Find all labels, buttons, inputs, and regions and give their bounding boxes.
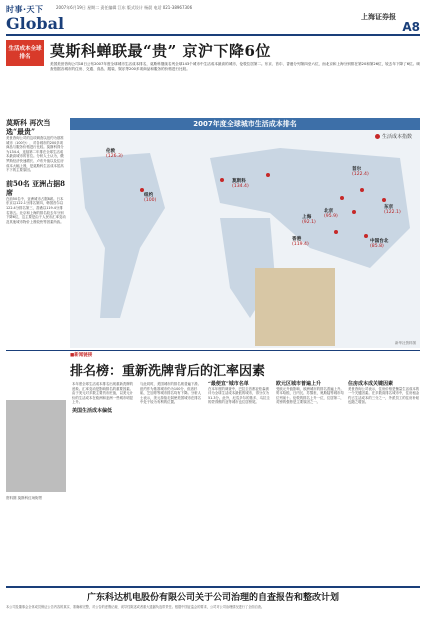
city-label-hongkong: 香港 (119.4) <box>292 237 309 247</box>
city-label-seoul: 首尔 (122.4) <box>352 167 369 177</box>
announcement-title: 广东科达机电股份有限公司关于公司治理的自查报告和整改计划 <box>86 593 339 603</box>
bottom-announcement <box>6 586 420 618</box>
second-kicker: ■新闻链接 <box>70 353 93 358</box>
left-body-2: 在前50名中，亚洲城市占据8席。日本东京以122.1分排名第四，韩国首尔以122.4分排名第三，香港以119.4分排名第五。北京和上海的排名较去年分别下降6位，这主要是由于人民币汇率变动及其他城市物价上涨较快等因素所致。 <box>6 196 66 224</box>
section-divider <box>6 350 420 351</box>
col5-subhead: 住房成本成关键因素 <box>348 381 394 387</box>
section-title: Global <box>6 14 65 33</box>
col4-body: 受欧元升值影响，欧洲城市的排名普遍上升。哥本哈根、日内瓦、苏黎世、奥斯陆等城市均位列前十。伦敦的排名上升一位，位居第二，英镑的强势是主要原因之一。 <box>276 386 344 405</box>
col1-subhead: 美国生活成本偏低 <box>72 407 113 414</box>
continent-americas <box>80 153 165 318</box>
main-headline: 莫斯科蝉联最“贵” 京沪下降6位 <box>50 42 271 60</box>
col3-body: 在本年度的调查中，巴拉圭首都亚松森被评为全球生活成本最低的城市，得分仅为51.3分。此外，厄瓜多尔的基多、乌拉圭的蒙得维的亚等城市也位居榜尾。 <box>208 386 270 405</box>
city-label-beijing: 北京 (95.9) <box>324 209 338 219</box>
pin-london <box>220 178 224 182</box>
legend-label: 生活成本指数 <box>381 134 412 140</box>
pin-taipei <box>364 234 368 238</box>
left-body-1: 美世咨询公司的这项调查以纽约为基准城市（100分），对各城市的200多项商品与服务价格进行比较。莫斯科得分为134.4，连续第二年排在全球生活成本最高城市的首位。分析人士认为，俄罗斯经济快速增长、卢布升值以及住房成本大幅上涨，是莫斯科生活成本居高不下的主要原因。 <box>6 136 64 173</box>
map-title: 2007年度全球城市生活成本排名 <box>70 118 420 130</box>
pin-tokyo <box>382 198 386 202</box>
city-label-tokyo: 东京 (122.1) <box>384 205 401 215</box>
col3-subhead: “最便宜”城市名单 <box>208 381 249 387</box>
pin-beijing <box>340 196 344 200</box>
page-number: A8 <box>402 20 420 34</box>
pin-moscow <box>266 173 270 177</box>
left-subhead-2: 前50名 亚洲占据8席 <box>6 178 66 197</box>
lead-paragraph: 美国美世咨询公司18日公布2007年度全球城市生活成本排名，莫斯科继续名列全球143个城市中生活成本最高的城市，伦敦位居第二。东京、首尔、香港分列第四至六位，而北京和上海分别排在第20和第26位，较去年下降了6位。调查依据各城市的住房、交通、食品、服装、娱乐等200多项商品和服务的价格进行比较。 <box>50 62 420 71</box>
article-col-3 <box>208 382 272 582</box>
issue-meta: 2007年6月19日 星期二 责任编辑 江东 版式设计 杨晨 电话 021-38967306 <box>56 5 193 10</box>
col5-body: 美世咨询公司表示，住房价格是衡量生活成本的一个关键因素。在多数高排名城市中，住房租金约占生活成本的三分之一，外派员工的住房补贴也随之增加。 <box>348 386 420 405</box>
article-photo <box>6 400 66 500</box>
article-col-4 <box>276 382 344 582</box>
announcement-body: 本公司及董事会全体成员保证公告内容的真实、准确和完整，对公告的虚假记载、误导性陈述或者重大遗漏负连带责任。根据中国证监会的要求，公司对公司治理情况进行了全面自查。 <box>6 605 265 609</box>
article-col-5 <box>348 382 420 582</box>
pin-shanghai <box>352 210 356 214</box>
world-map-graphic <box>70 118 420 348</box>
left-column <box>6 118 66 404</box>
second-headline: 排名榜：重新洗牌背后的汇率因素 <box>70 364 266 379</box>
article-col-1 <box>72 382 136 582</box>
photo-caption: 资料图 莫斯科红场街景 <box>6 496 43 500</box>
pin-seoul <box>360 188 364 192</box>
city-label-moscow: 莫斯科 (134.4) <box>232 179 249 189</box>
city-label-newyork: 纽约 (100) <box>144 193 157 203</box>
paper-name: 上海证券报 <box>361 12 396 21</box>
map-credit: 新华社资料图 <box>395 341 416 345</box>
topic-tag: 生活成本全球排名 <box>6 40 44 66</box>
pin-hongkong <box>334 230 338 234</box>
masthead <box>6 4 420 36</box>
landmark-photo-block <box>255 268 335 346</box>
left-subhead-1: 莫斯科 再次当选“最贵” <box>6 118 51 136</box>
col4-subhead: 欧元区城市普遍上升 <box>276 381 322 387</box>
legend-dot-icon <box>375 134 380 139</box>
city-label-shanghai: 上海 (92.1) <box>302 215 316 225</box>
city-label-taipei: 中国台北 (85.8) <box>370 239 389 249</box>
col1-body: 本年度全球生活成本排名出现重新洗牌的迹象。汇率变动是影响排名的重要因素。由于美元对多数主要货币贬值，以美元计价的生活成本在欧洲和亚洲一些城市明显上升。 <box>72 382 134 405</box>
article-col-2 <box>140 382 204 582</box>
city-label-london: 伦敦 (126.3) <box>106 149 123 159</box>
col2-body: 与此同时，美国城市的排名则普遍下滑。纽约作为基准城市仍为100分，但洛杉矶、芝加哥等城市排名均有下降。分析人士表示，美元持续走弱使美国城市在排名中处于较为有利的位置。 <box>140 382 202 405</box>
section-label: 时事·天下 <box>6 5 44 14</box>
map-legend <box>375 133 412 140</box>
